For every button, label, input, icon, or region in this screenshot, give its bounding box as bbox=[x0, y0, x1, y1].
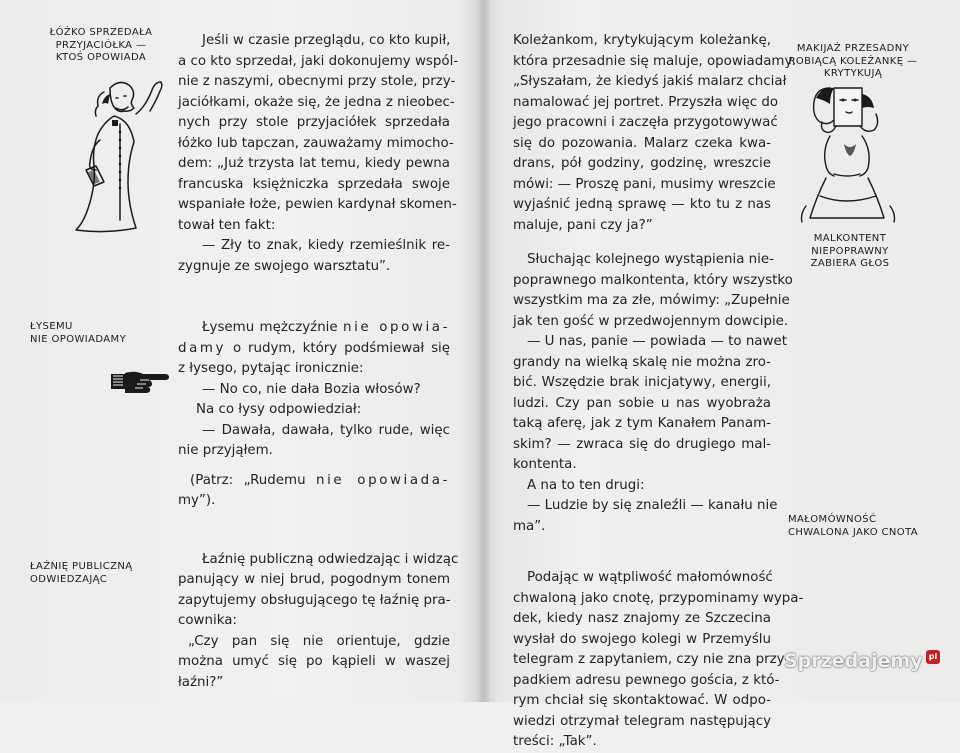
pointing-hand-icon bbox=[110, 368, 170, 394]
paragraph: Jeśli w czasie przeglądu, co kto kupił, a co kto sprzedał, jaki dokonujemy wspól- nie z naszymi, obecnymi przy stole, przy- jaciółkami, okaże się, że jedna z nieobec- nych przy stole przyjaciółek sprzedała łóżko lub tapczan, zauważamy mimocho- dem: „Już trzysta lat temu, kiedy pewna francuska księżniczka sprzedała swoje wspaniałe łoże, pewien kardynał skomen- tował ten fakt: bbox=[178, 33, 459, 233]
paragraph: Na co łysy odpowiedział: bbox=[196, 402, 362, 417]
right-page-body bbox=[513, 31, 804, 753]
watermark-logo: Sprzedajemy bbox=[784, 650, 923, 672]
margin-note-makijaz: MAKIJAŻ PRZESADNY ROBIĄCĄ KOLEŻANKĘ — KRYTYKUJĄ bbox=[788, 43, 918, 79]
paragraph: — Ludzie by się znaleźli — kanału nie ma”. bbox=[513, 498, 778, 534]
margin-note-laznie: ŁAŹNIĘ PUBLICZNĄ ODWIEDZAJĄC bbox=[30, 561, 133, 585]
paragraph: (Patrz: „Rudemu nie opowiada- my”). bbox=[178, 472, 451, 508]
paragraph: Łysemu mężczyźnie nie opowia- damy o rudym, który podśmiewał się z łysego, pytając ironicznie: bbox=[178, 320, 451, 376]
margin-note-lozko: ŁÓŻKO SPRZEDAŁA PRZYJACIÓŁKA — KTOŚ OPOWIADA bbox=[49, 27, 153, 63]
paragraph: Podając w wątpliwość małomówność chwaloną jako cnotę, przypominamy wypa- dek, kiedy nasz znajomy ze Szczecina wysłał do swojego kolegi w Przemyślu telegram z zapytaniem, czy nie zna przy- padkiem adresu pewnego gościa, z któ- rym chciał się skontaktować. W odpo- wiedzi otrzymał telegram następujący treści: „Tak”. bbox=[513, 570, 804, 749]
text-line: (Patrz: „Rudemu nie opowiada- bbox=[190, 472, 451, 488]
text-line: damy o rudym, który podśmiewał się bbox=[178, 340, 450, 356]
paragraph: — Zły to znak, kiedy rzemieślnik re- zygnuje ze swojego warsztatu”. bbox=[178, 238, 450, 274]
paragraph: Łaźnię publiczną odwiedzając i widząc panujący w niej brud, pogodnym tonem zapytujemy obsługującego tę łaźnię pra- cownika: bbox=[178, 551, 459, 628]
text-line: Łysemu mężczyźnie nie opowia- bbox=[202, 320, 451, 335]
paragraph: Koleżankom, krytykującym koleżankę, która przesadnie się maluje, opowiadamy: „Słyszałam, że kiedyś jakiś malarz chciał namalować jej portret. Przyszła więc do jego pracowni i zaczęła przygotowywać się do pozowania. Malarz czeka kwa- drans, pół godziny, godzinę, wreszcie mówi: — Proszę pani, musimy wreszcie wyjaśnić jedną sprawę — kto tu z nas maluje, pani czy ja?” bbox=[513, 33, 796, 233]
paragraph: Słuchając kolejnego wystąpienia nie- poprawnego malkontenta, który wszystko wszystkim ma za złe, mówimy: „Zupełnie jak ten gość w przedwojennym dowcipie. bbox=[513, 252, 793, 329]
margin-note-malkontent: MALKONTENT NIEPOPRAWNY ZABIERA GŁOS bbox=[810, 233, 890, 269]
cardinal-illustration bbox=[64, 74, 164, 234]
paragraph: A na to ten drugi: bbox=[527, 477, 645, 493]
paragraph: — Dawała, dawała, tylko rude, więc nie przyjąłem. bbox=[178, 422, 450, 458]
book-gutter bbox=[476, 0, 490, 702]
watermark-badge: pl bbox=[926, 650, 940, 664]
paragraph: — No co, nie dała Bozia włosów? bbox=[202, 381, 421, 397]
left-page-body bbox=[178, 31, 459, 693]
paragraph: — U nas, panie — powiada — to nawet grandy na wielką skalę nie można zro- bić. Wszędzie brak inicjatywy, energii, ludzi. Czy pan sobie u nas wyobraża taką aferę, jak z tym Kanałem Panam- skim? — zwraca się do drugiego mal- kontenta. bbox=[513, 334, 787, 472]
paragraph: „Czy pan się nie orientuje, gdzie można umyć się po kąpieli w waszej łaźni?” bbox=[178, 633, 450, 690]
woman-with-mirror-illustration bbox=[800, 86, 896, 224]
margin-note-malomownosc: MAŁOMÓWNOŚĆ CHWALONA JAKO CNOTA bbox=[788, 514, 919, 538]
margin-note-lysemu: ŁYSEMU NIE OPOWIADAMY bbox=[30, 321, 127, 345]
